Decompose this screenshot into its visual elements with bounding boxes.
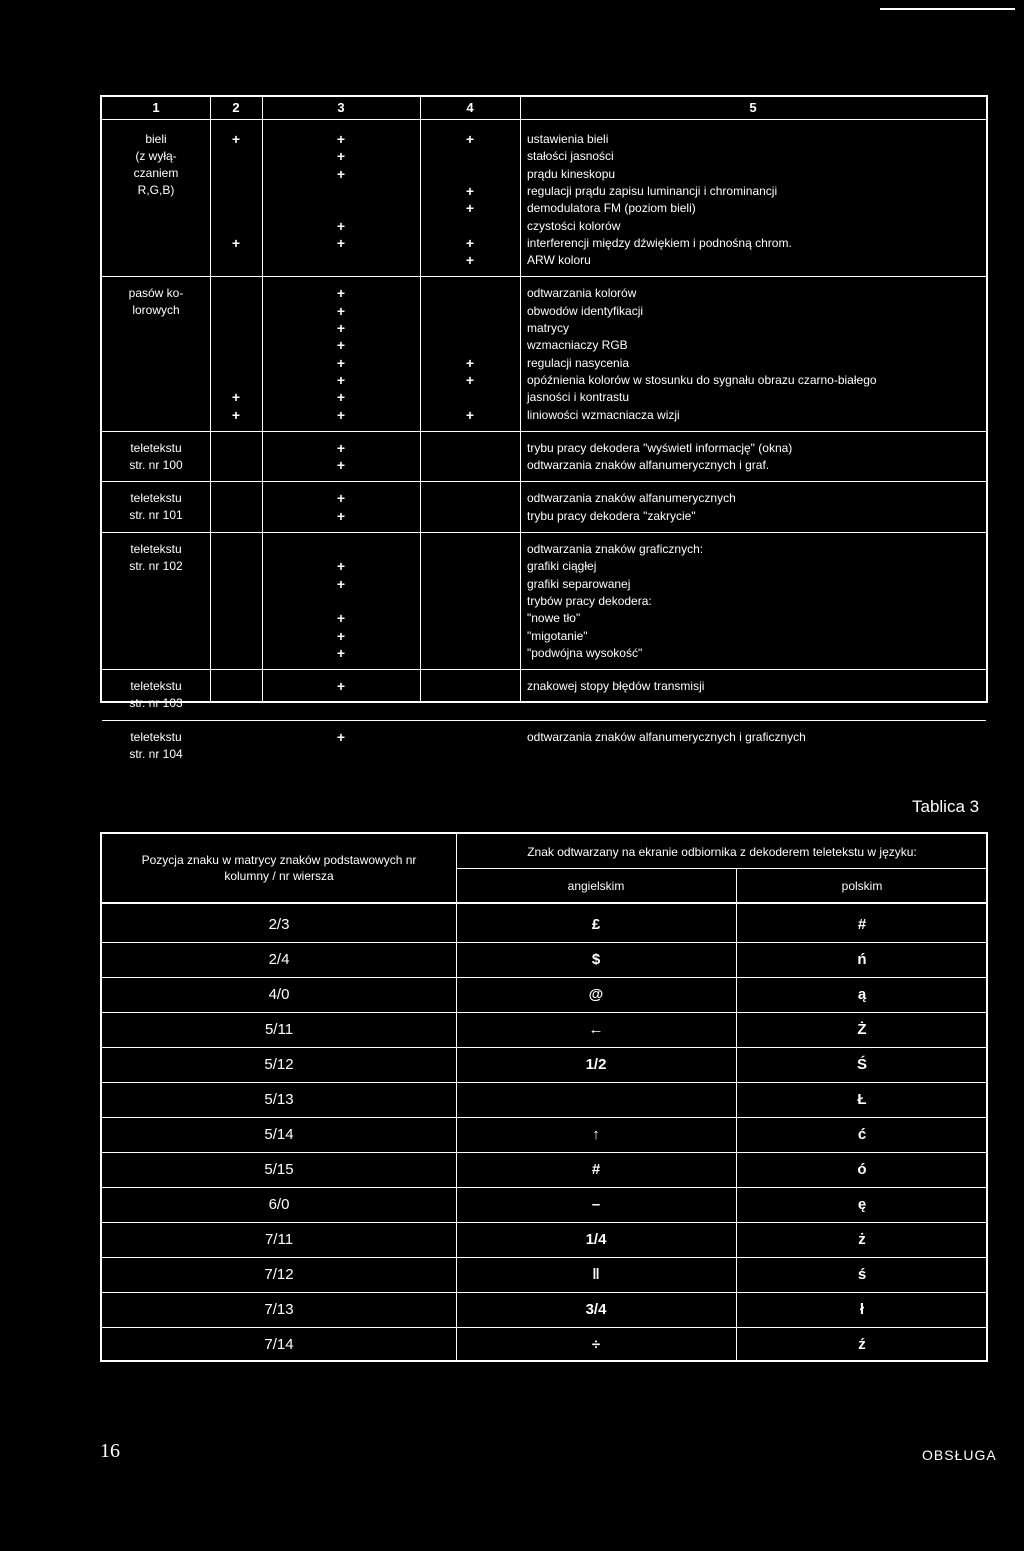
group-label-line: (z wyłą-	[135, 149, 177, 163]
service-item: opóźnienia kolorów w stosunku do sygnału obrazu czarno-białego	[527, 372, 877, 387]
service-item: wzmacniaczy RGB	[527, 338, 628, 353]
table-row	[102, 908, 986, 942]
service-item: odtwarzania znaków graficznych:	[527, 542, 704, 556]
position-cell: 5/14	[264, 1126, 294, 1143]
group-label-line: teletekstu	[130, 679, 182, 694]
col-header-4: 4	[466, 100, 474, 115]
service-item: grafiki separowanej	[527, 576, 631, 591]
group-label	[102, 440, 210, 474]
polish-glyph-cell: ę	[857, 1196, 867, 1213]
position-cell: 2/4	[268, 951, 290, 968]
service-item: interferencji między dźwiękiem i podnośną chrom.	[527, 235, 792, 250]
mark-c4: +	[465, 406, 475, 423]
mark-c2: +	[231, 234, 241, 251]
service-item: trybu pracy dekodera "wyświetl informację" (okna)	[527, 440, 793, 455]
service-item: jasności i kontrastu	[527, 390, 630, 405]
table-row	[102, 1293, 986, 1327]
service-item: regulacji nasycenia	[527, 355, 630, 370]
position-cell: 6/0	[268, 1196, 290, 1213]
mark-c3: +	[336, 389, 346, 406]
group-label-line: str. nr 104	[129, 746, 183, 761]
polish-glyph-cell: ł	[859, 1301, 865, 1318]
service-item: obwodów identyfikacji	[527, 303, 644, 318]
service-item: trybów pracy dekodera:	[527, 593, 652, 608]
mark-c3: +	[336, 457, 346, 474]
mark-c4: +	[465, 200, 475, 217]
row-divider	[102, 1047, 986, 1048]
mark-c4: +	[465, 234, 475, 251]
english-glyph-cell: 1/2	[585, 1056, 607, 1073]
mark-c3: +	[336, 148, 346, 165]
service-item: znakowej stopy błędów transmisji	[527, 679, 705, 694]
header-divider	[102, 902, 986, 904]
position-cell: 5/15	[264, 1161, 294, 1178]
table-row	[102, 1258, 986, 1292]
character-table	[100, 832, 988, 1362]
mark-c2: +	[231, 389, 241, 406]
service-item: odtwarzania znaków alfanumerycznych i graficznych	[527, 729, 806, 744]
row-divider	[102, 1327, 986, 1328]
col-header-3: 3	[337, 100, 345, 115]
header-divider	[456, 868, 986, 869]
group-label	[102, 285, 210, 319]
mark-c3: +	[336, 285, 346, 302]
row-divider	[102, 1117, 986, 1118]
table-row	[102, 1153, 986, 1187]
mark-c3: +	[336, 610, 346, 627]
mark-c3: +	[336, 644, 346, 661]
group-label-line: czaniem	[133, 166, 179, 180]
col-divider	[262, 97, 263, 701]
mark-c4: +	[465, 252, 475, 269]
row-divider	[102, 1012, 986, 1013]
col-header-2: 2	[232, 100, 240, 115]
mark-c3: +	[336, 131, 346, 147]
group-divider	[102, 669, 986, 670]
service-item: "migotanie"	[527, 628, 588, 643]
mark-c3: +	[336, 320, 346, 336]
group-label	[102, 131, 210, 199]
row-divider	[102, 1222, 986, 1223]
group-label-line: str. nr 101	[129, 508, 183, 523]
table-row	[102, 1048, 986, 1082]
group-label-line: teletekstu	[130, 491, 182, 506]
group-label-line: teletekstu	[130, 440, 182, 455]
group-label	[102, 490, 210, 524]
top-rule	[880, 8, 1015, 10]
group-label-line: teletekstu	[130, 542, 182, 556]
col-divider	[520, 97, 521, 701]
english-glyph-cell: ‖	[592, 1266, 600, 1283]
table-row	[102, 1013, 986, 1047]
mark-c3: +	[336, 165, 346, 182]
header-polish: polskim	[841, 879, 883, 893]
english-glyph-cell: $	[591, 951, 601, 968]
mark-c3: +	[336, 371, 346, 388]
mark-c3: +	[336, 627, 346, 644]
row-divider	[102, 1187, 986, 1188]
english-glyph-cell: ÷	[591, 1336, 601, 1353]
row-divider	[102, 1082, 986, 1083]
group-divider	[102, 431, 986, 432]
mark-c2: +	[231, 131, 241, 147]
mark-c3: +	[336, 678, 346, 695]
position-cell: 7/13	[264, 1301, 294, 1318]
service-item: odtwarzania kolorów	[527, 286, 637, 301]
mark-c4: +	[465, 131, 475, 147]
english-glyph-cell: @	[588, 986, 604, 1003]
group-label	[102, 729, 210, 763]
english-glyph-cell: –	[591, 1196, 601, 1213]
polish-glyph-cell: Ł	[857, 1091, 867, 1108]
footer-brand: OBSŁUGA	[922, 1447, 997, 1463]
table-row	[102, 978, 986, 1012]
col-header-1: 1	[152, 100, 160, 115]
polish-glyph-cell: ą	[857, 986, 867, 1003]
service-item: liniowości wzmacniacza wizji	[527, 407, 680, 422]
service-table	[100, 95, 988, 761]
group-label-line: pasów ko-	[128, 286, 184, 301]
polish-glyph-cell: ź	[858, 1336, 866, 1353]
english-glyph-cell: ↑	[592, 1126, 600, 1143]
row-divider	[102, 1257, 986, 1258]
header-divider	[102, 119, 986, 120]
mark-c3: +	[336, 728, 346, 745]
group-label-line: str. nr 102	[129, 559, 183, 573]
table-row	[102, 1083, 986, 1117]
mark-c3: +	[336, 575, 346, 592]
polish-glyph-cell: #	[857, 916, 867, 933]
mark-c4: +	[465, 182, 475, 199]
position-cell: 7/12	[264, 1266, 294, 1283]
polish-glyph-cell: ż	[858, 1231, 866, 1248]
service-item: trybu pracy dekodera "zakrycie"	[527, 508, 696, 523]
col-header-5: 5	[749, 100, 757, 115]
mark-c3: +	[336, 354, 346, 371]
row-divider	[102, 977, 986, 978]
table-row	[102, 943, 986, 977]
polish-glyph-cell: Ż	[857, 1021, 867, 1038]
group-label-line: str. nr 100	[129, 457, 183, 472]
mark-c3: +	[336, 406, 346, 423]
row-divider	[102, 1152, 986, 1153]
position-cell: 5/13	[264, 1091, 294, 1108]
col-divider	[210, 97, 211, 701]
polish-glyph-cell: Ś	[856, 1056, 867, 1073]
table-row	[102, 1188, 986, 1222]
header-position: Pozycja znaku w matrycy znaków podstawowych nr kolumny / nr wiersza	[141, 853, 417, 883]
mark-c3: +	[336, 490, 346, 507]
table-row	[102, 1118, 986, 1152]
mark-c3: +	[336, 558, 346, 575]
mark-c4: +	[465, 354, 475, 371]
page-number: 16	[100, 1440, 120, 1462]
mark-c3: +	[336, 507, 346, 524]
position-cell: 5/12	[264, 1056, 294, 1073]
service-item: grafiki ciągłej	[527, 559, 597, 574]
service-item: "podwójna wysokość"	[527, 645, 643, 660]
position-cell: 5/11	[264, 1021, 294, 1038]
group-label-line: R,G,B)	[137, 183, 175, 197]
english-glyph-cell: #	[591, 1161, 601, 1178]
position-cell: 2/3	[268, 916, 290, 933]
service-item: odtwarzania znaków alfanumerycznych	[527, 491, 736, 506]
mark-c3: +	[336, 337, 346, 354]
polish-glyph-cell: ó	[857, 1161, 867, 1178]
polish-glyph-cell: ć	[857, 1126, 867, 1143]
table-caption: Tablica 3	[912, 797, 980, 816]
group-label	[102, 541, 210, 575]
service-item: "nowe tło"	[527, 611, 581, 626]
english-glyph-cell: £	[591, 916, 601, 933]
polish-glyph-cell: ś	[857, 1266, 867, 1283]
position-cell: 7/11	[264, 1231, 294, 1248]
service-item: czystości kolorów	[527, 218, 621, 233]
service-item: matrycy	[527, 321, 569, 335]
group-divider	[102, 276, 986, 277]
service-item: regulacji prądu zapisu luminancji i chrominancji	[527, 183, 778, 198]
group-label-line: lorowych	[132, 303, 180, 318]
row-divider	[102, 1292, 986, 1293]
polish-glyph-cell: ń	[857, 951, 867, 968]
mark-c3: +	[336, 439, 346, 456]
service-item: odtwarzania znaków alfanumerycznych i graf.	[527, 458, 770, 473]
group-divider	[102, 720, 986, 721]
mark-c4: +	[465, 371, 475, 388]
english-glyph-cell	[456, 1083, 736, 1117]
mark-c3: +	[336, 302, 346, 319]
row-divider	[102, 942, 986, 943]
position-cell: 4/0	[268, 986, 290, 1003]
group-label-line: str. nr 103	[129, 696, 183, 711]
group-label-line: bieli	[145, 132, 167, 146]
english-glyph-cell: ←	[588, 1021, 604, 1038]
group-label	[102, 678, 210, 712]
mark-c3: +	[336, 234, 346, 251]
table-row	[102, 1328, 986, 1362]
service-item: prądu kineskopu	[527, 166, 616, 181]
header-glyph: Znak odtwarzany na ekranie odbiornika z dekoderem teletekstu w języku:	[527, 845, 917, 859]
service-item: ARW koloru	[527, 253, 591, 268]
mark-c2: +	[231, 406, 241, 423]
english-glyph-cell: 3/4	[585, 1301, 607, 1318]
mark-c3: +	[336, 217, 346, 234]
group-divider	[102, 481, 986, 482]
service-item: ustawienia bieli	[527, 132, 609, 146]
position-cell: 7/14	[264, 1336, 294, 1353]
table-row	[102, 1223, 986, 1257]
group-label-line: teletekstu	[130, 729, 182, 744]
col-divider	[420, 97, 421, 701]
service-item: stałości jasności	[527, 149, 614, 164]
group-divider	[102, 532, 986, 533]
english-glyph-cell: 1/4	[585, 1231, 607, 1248]
header-english: angielskim	[567, 879, 625, 893]
service-item: demodulatora FM (poziom bieli)	[527, 201, 696, 216]
